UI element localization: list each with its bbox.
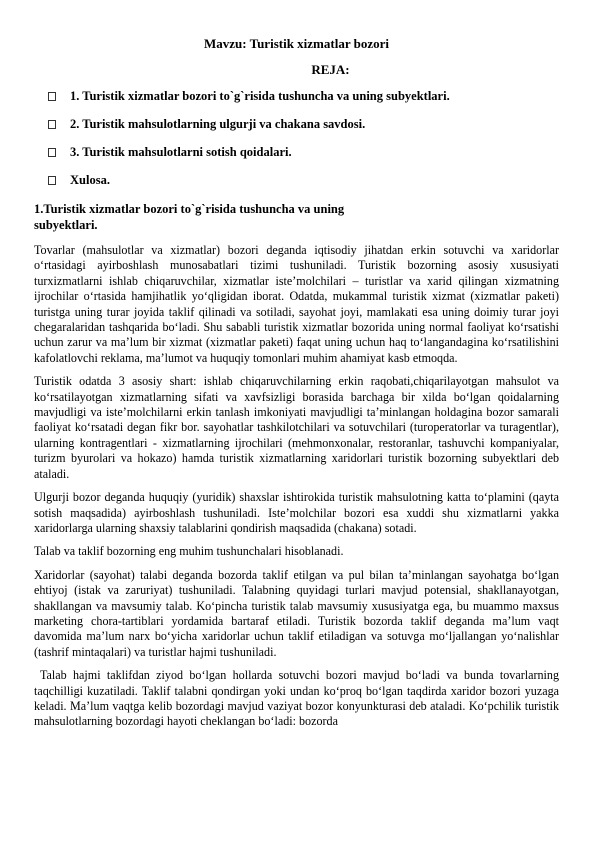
square-bullet-icon: [48, 120, 56, 129]
square-bullet-icon: [48, 148, 56, 157]
body-paragraph: Tovarlar (mahsulotlar va xizmatlar) bozori deganda iqtisodiy jihatdan erkin sotuvchi va xaridorlar o‘rtasidagi ayirboshlash munosabatlari tizimi tushuniladi. Turistik bozorning asosiy xususiyati turxizmatlarni ishlab chiqaruvchilar, xizmatlar iste’molchilari – turistlar va xarid qilingan xizmatning ijrochilar o‘rtasida hamjihatlik yo‘qligidan iborat. Odatda, mukammal turistik xizmat (xizmatlar paketi) turistga uning turar joyida taklif qilinadi va sotiladi, sayohat joyi, mamlakati esa uning doimiy turar joyi chegaralaridan tashqarida bo‘ladi. Shu sababli turistik xizmatlar bozorida uning normal faoliyat ko‘rsatishi uchun zarur va ma’lum bir xizmat (xizmatlar paketi) faqat uning uchun haq to‘langandagina ko‘rsatilishini kafolatlovchi reklama, ma’lumot va huquqiy tomonlari muhim ahamiyat kasb etmoqda.: [34, 243, 559, 365]
body-paragraph: Xaridorlar (sayohat) talabi deganda bozorda taklif etilgan va pul bilan ta’minlangan sayohatga bo‘lgan ehtiyoj (istak va zaruriyat) tushuniladi. Talabning quyidagi turlari mavjud potensial, shakllanayotgan, shakllangan va mavsumiy talab. Ko‘pincha turistik talab mavsumiy xususiyatga ega, bu muammo maxsus marketing chora-tartiblari yordamida bartaraf etiladi. Turistik bozorda taklif deganda ma’lum vaqt davomida ma’lum narx bo‘yicha xaridorlar uchun taklif etiladigan va sotuvga mo‘ljallangan yo‘nalishlar (tashrif mintaqalari) va turistlar hajmi tushuniladi.: [34, 567, 559, 659]
body-paragraph: Ulgurji bozor deganda huquqiy (yuridik) shaxslar ishtirokida turistik mahsulotning katta to‘plamini (qayta sotish maqsadida) ayirboshlash tushuniladi. Iste’molchilar bozori esa xuddi shu xizmatlarni yakka xaridorlarga ularning shaxsiy talablarini qondirish maqsadida (chakana) sotadi.: [34, 490, 559, 535]
square-bullet-icon: [48, 92, 56, 101]
plan-item: [34, 173, 559, 188]
plan-title: REJA:: [311, 62, 350, 77]
topic-title: Mavzu: Turistik xizmatlar bozori: [203, 36, 389, 51]
plan-item-text: 3. Turistik mahsulotlarni sotish qoidalari.: [70, 145, 292, 159]
plan-item-text: Xulosa.: [70, 173, 110, 187]
plan-item: [34, 145, 559, 160]
body-paragraph: Turistik odatda 3 asosiy shart: ishlab chiqaruvchilarning erkin raqobati,chiqarilayotgan mahsulot va ko‘rsatilayotgan xizmatlarning sifati va xavfsizligi borasida barchaga bir xilda bo‘lgan qoidalarning mavjudligi va iste’molchilarni erkin tanlash imkoniyati mavjudligi ta’minlangan holdagina bozor samarali faoliyat ko‘rsatadi degan fikr bor. sayohatlar tashkilotchilari va sotuvchilari (turoperatorlar va turagentlar), ularning kontragentlari - xizmatlarning ijrochilari (mehmonxonalar, restoranlar, tashuvchi kompaniyalar, turizm byurolari va hokazo) hamda turistik xizmatlarning xaridorlari turistik bozorning subyektlari deb ataladi.: [34, 374, 559, 481]
plan-item-text: 2. Turistik mahsulotlarning ulgurji va chakana savdosi.: [70, 117, 366, 131]
body-paragraph: Talab hajmi taklifdan ziyod bo‘lgan hollarda sotuvchi bozori mavjud bo‘ladi va bunda tovarlarning taqchilligi kuzatiladi. Taklif talabni qondirgan yoki undan ko‘proq bo‘lgan taqdirda xaridor bozori yuzaga keladi. Ma’lum vaqtga kelib bozordagi mavjud vaziyat bozor konyunkturasi deb ataladi. Ko‘pchilik turistik mahsulotlarning bozordagi hayoti cheklangan bo‘ladi: bozorda: [34, 668, 559, 729]
plan-item: [34, 89, 559, 104]
section-heading: 1.Turistik xizmatlar bozori to`g`risida tushuncha va uning subyektlari.: [34, 202, 345, 232]
body-paragraph: Talab va taklif bozorning eng muhim tushunchalari hisoblanadi.: [34, 544, 344, 559]
plan-item: [34, 117, 559, 132]
plan-list: [34, 89, 559, 188]
plan-item-text: 1. Turistik xizmatlar bozori to`g`risida tushuncha va uning subyektlari.: [70, 89, 450, 103]
square-bullet-icon: [48, 176, 56, 185]
